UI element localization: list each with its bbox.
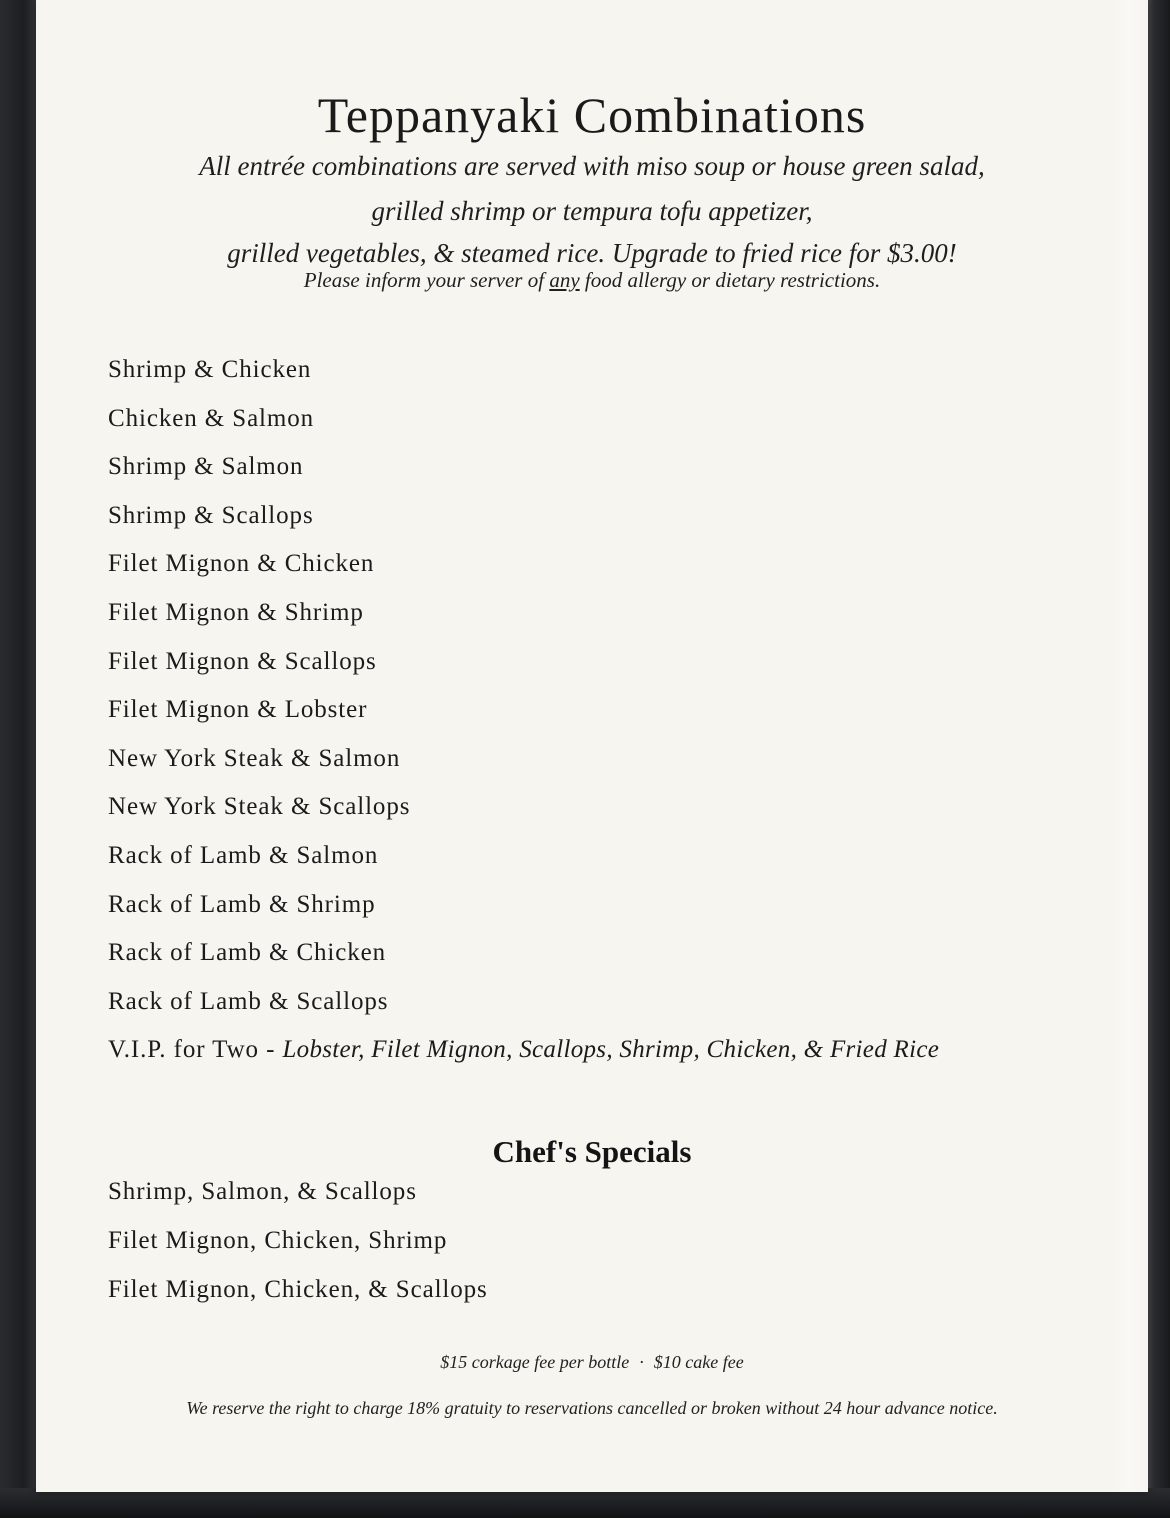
menu-item: Rack of Lamb & Scallops	[108, 987, 389, 1015]
cake-fee: $10 cake fee	[653, 1352, 744, 1372]
menu-item: Filet Mignon & Shrimp	[108, 598, 364, 626]
combinations-list	[108, 350, 939, 1079]
intro-line-2: grilled shrimp or tempura tofu appetizer,	[371, 196, 813, 226]
specials-list	[108, 1172, 488, 1319]
allergy-notice-end: food allergy or dietary restrictions.	[579, 268, 881, 292]
menu-item: Filet Mignon & Lobster	[108, 696, 368, 724]
fees-line	[36, 1352, 1148, 1373]
menu-item: Filet Mignon & Scallops	[108, 647, 377, 675]
vip-menu-item	[108, 1030, 939, 1079]
menu-item: Filet Mignon & Chicken	[108, 550, 375, 578]
intro-line-3: grilled vegetables, & steamed rice. Upgrade to fried rice for $3.00!	[227, 238, 957, 268]
menu-item: Chicken & Salmon	[108, 404, 315, 432]
menu-item: New York Steak & Salmon	[108, 744, 401, 772]
allergy-notice	[36, 268, 1148, 293]
vip-name: V.I.P. for Two -	[108, 1036, 283, 1064]
menu-item: New York Steak & Scallops	[108, 793, 411, 821]
fee-separator: ·	[639, 1352, 644, 1372]
vip-description: Lobster, Filet Mignon, Scallops, Shrimp, Chicken, & Fried Rice	[282, 1036, 940, 1064]
menu-item: Shrimp & Scallops	[108, 501, 314, 529]
backdrop-bottom-edge	[0, 1488, 1170, 1518]
allergy-notice-start: Please inform your server of	[303, 268, 550, 292]
allergy-notice-emphasis: any	[549, 268, 580, 292]
specials-title: Chef's Specials	[492, 1134, 692, 1169]
backdrop-left-edge	[0, 0, 40, 1518]
menu-item: Shrimp & Salmon	[108, 453, 304, 481]
corkage-fee: $15 corkage fee per bottle	[440, 1352, 630, 1372]
menu-title: Teppanyaki Combinations	[317, 87, 867, 143]
special-item: Filet Mignon, Chicken, Shrimp	[108, 1227, 448, 1254]
menu-item: Rack of Lamb & Salmon	[108, 841, 379, 869]
special-item: Filet Mignon, Chicken, & Scallops	[108, 1276, 488, 1303]
menu-item: Rack of Lamb & Shrimp	[108, 890, 376, 918]
intro-line-1: All entrée combinations are served with miso soup or house green salad,	[199, 151, 985, 181]
menu-item: Rack of Lamb & Chicken	[108, 939, 387, 967]
special-item: Shrimp, Salmon, & Scallops	[108, 1178, 417, 1205]
gratuity-policy: We reserve the right to charge 18% gratuity to reservations cancelled or broken without 24 hour advance notice.	[186, 1398, 998, 1418]
menu-item: Shrimp & Chicken	[108, 356, 312, 383]
